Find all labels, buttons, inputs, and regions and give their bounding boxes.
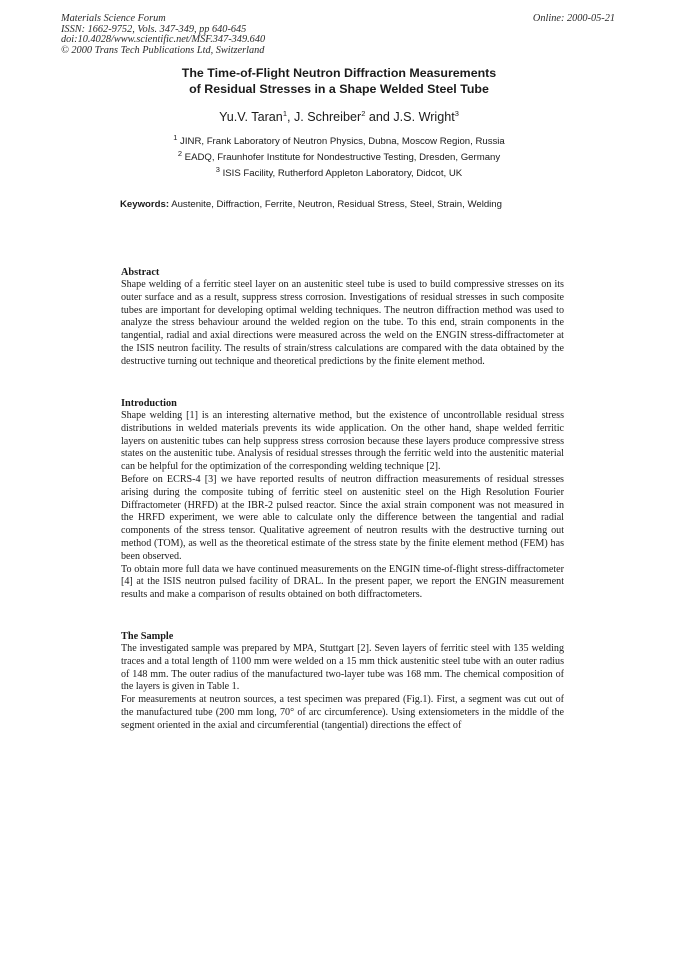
affiliation-text: ISIS Facility, Rutherford Appleton Laboratory, Didcot, UK <box>222 168 463 179</box>
sample-section <box>121 631 564 733</box>
author-separator: , <box>286 110 294 124</box>
paper-title <box>60 66 618 97</box>
title-line-2: of Residual Stresses in a Shape Welded Steel Tube <box>189 81 489 96</box>
paragraph: Before on ECRS-4 [3] we have reported results of neutron diffraction measurements of residual stresses arising during the composite tubing of ferritic steel on austenitic steel on the High Resolution Fourier Diffractometer (HRFD) at the IBR-2 pulsed reactor. Since the axial strain component was not measured in the HRFD experiment, we were able to calculate only the difference between the tangential and radial components of the stress tensor. Qualitative agreement of neutron results with the destructive turning out method (TOM), as well as the theoretical estimate of the stress state by the finite element method (FEM) has been observed. <box>121 473 564 562</box>
title-line-1: The Time-of-Flight Neutron Diffraction Measurements <box>181 66 497 80</box>
journal-info <box>61 14 265 56</box>
paragraph: The investigated sample was prepared by MPA, Stuttgart [2]. Seven layers of ferritic steel with 135 welding traces and a total length of 1100 mm were welded on a 15 mm thick austenitic steel tube with an outer radius of 148 mm. The outer radius of the manufactured two-layer tube was 168 mm. The chemical composition of the layers is given in Table 1. <box>121 643 564 693</box>
affiliation-mark: 1 <box>173 132 178 142</box>
paragraph: Shape welding [1] is an interesting alternative method, but the existence of uncontrollable residual stress distributions in welded materials prevents its wide application. On the other hand, shape welded ferritic layers on austenitic tubes can help suppress stress corrosion because these layers produce compressive stress states on the austenitic tube. Analysis of residual stresses through the ferritic weld into the austenitic material can be helpful for the optimization of the corresponding welding technique [2]. <box>121 410 564 473</box>
paragraph: For measurements at neutron sources, a test specimen was prepared (Fig.1). First, a segment was cut out of the manufactured tube (200 mm long, 70° of arc circumference). Using extensiometers in the middle of the segment oriented in the axial and circumferential (tangential) directions the effect of <box>121 694 564 731</box>
affiliation-text: EADQ, Fraunhofer Institute for Nondestructive Testing, Dresden, Germany <box>184 152 501 163</box>
affiliation-mark: 2 <box>177 148 182 158</box>
journal-name: Materials Science Forum <box>61 13 166 24</box>
abstract-section <box>121 267 564 369</box>
author-affil-mark: 1 <box>282 108 287 118</box>
section-heading: Abstract <box>121 267 160 278</box>
affiliation <box>60 164 618 179</box>
author-affil-mark: 3 <box>454 108 459 118</box>
online-date: Online: 2000-05-21 <box>532 13 615 24</box>
paragraph: Shape welding of a ferritic steel layer on an austenitic steel tube is used to build compressive stresses on its outer surface and as a result, suppress stress corrosion. Investigations of residual stresses in such composite tubes are important for developing optimal welding techniques. The neutron diffraction method was used to analyze the stress behaviour around the welded region on the tube. To this end, strain components in the tangential, radial and axial directions were measured across the weld on the ENGIN stress-diffractometer at the ISIS neutron facility. The results of strain/stress calculations are compared with the data obtained by the destructive turning out technique and theoretical predictions by the finite element method. <box>121 279 564 367</box>
doi-line: doi:10.4028/www.scientific.net/MSF.347-349.640 <box>61 34 266 45</box>
introduction-section <box>121 398 564 602</box>
author-affil-mark: 2 <box>361 108 366 118</box>
affiliation-mark: 3 <box>215 164 220 174</box>
issn-line: ISSN: 1662-9752, Vols. 347-349, pp 640-645 <box>61 23 247 35</box>
author-name: Yu.V. Taran <box>219 110 283 124</box>
keywords <box>120 199 560 210</box>
keywords-text: Austenite, Diffraction, Ferrite, Neutron, Residual Stress, Steel, Strain, Welding <box>171 199 502 210</box>
affiliation-text: JINR, Frank Laboratory of Neutron Physics, Dubna, Moscow Region, Russia <box>180 136 505 147</box>
copyright-line: © 2000 Trans Tech Publications Ltd, Switzerland <box>61 44 265 56</box>
author-list <box>60 110 618 124</box>
paragraph: To obtain more full data we have continued measurements on the ENGIN time-of-flight stress-diffractometer [4] at the ISIS neutron pulsed facility of DRAL. In the present paper, we report the ENGIN measurement results and make a comparison of results obtained on both diffractometers. <box>121 563 564 601</box>
author-name: J.S. Wright <box>393 110 455 124</box>
author-separator: and <box>365 110 394 124</box>
affiliation <box>60 148 618 163</box>
affiliation <box>60 132 618 147</box>
keywords-label: Keywords: <box>120 199 170 210</box>
section-heading: Introduction <box>121 398 177 409</box>
author-name: J. Schreiber <box>293 110 362 124</box>
section-heading: The Sample <box>121 631 174 642</box>
